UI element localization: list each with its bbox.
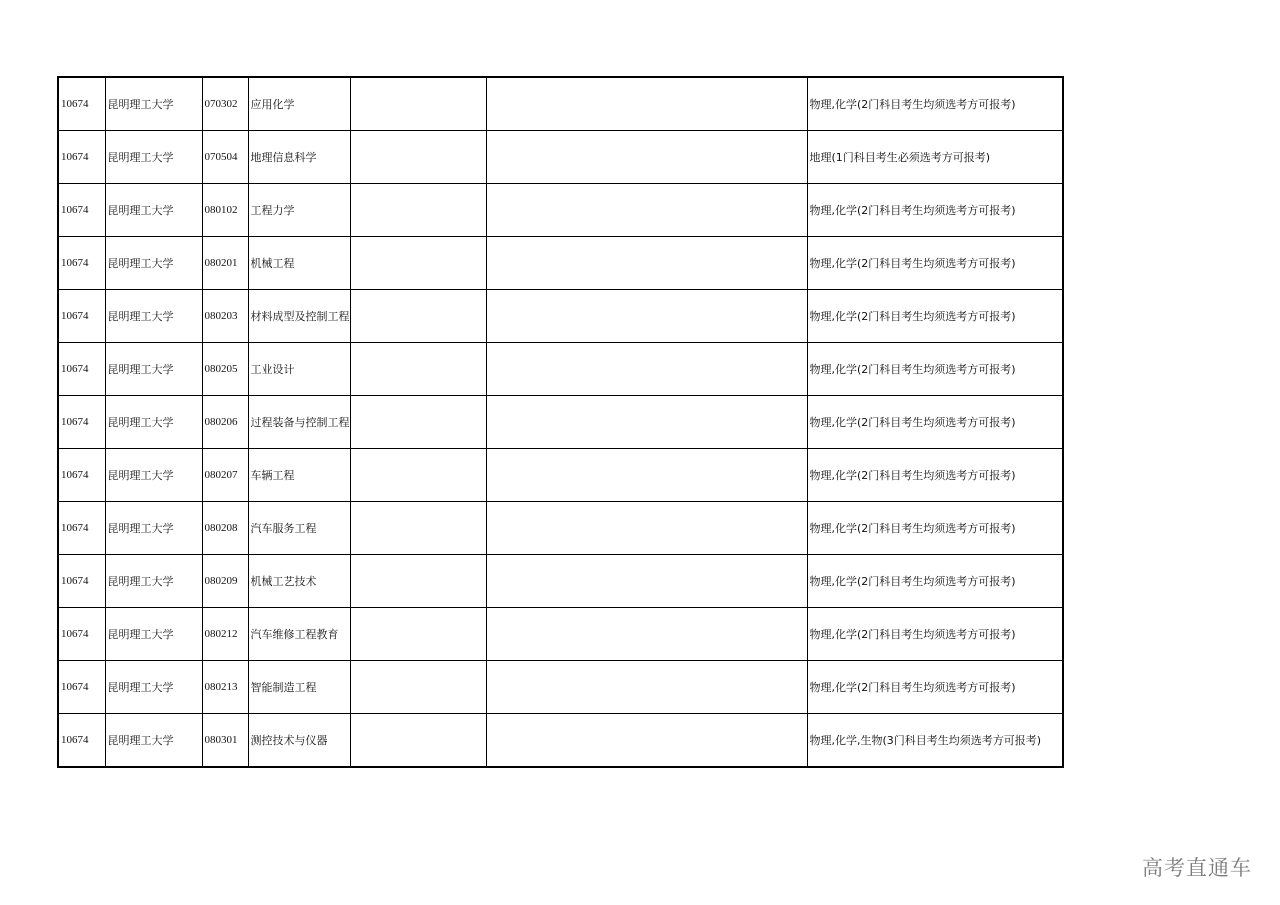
school-name-cell: 昆明理工大学 — [105, 502, 202, 555]
school-code-cell: 10674 — [58, 555, 105, 608]
blank-cell — [350, 714, 486, 768]
school-name-cell: 昆明理工大学 — [105, 608, 202, 661]
school-code-cell: 10674 — [58, 396, 105, 449]
table-row — [58, 343, 1063, 396]
school-code-cell: 10674 — [58, 661, 105, 714]
major-code-cell: 070504 — [202, 131, 248, 184]
subject-requirement-cell: 物理,化学(2门科目考生均须选考方可报考) — [807, 396, 1063, 449]
subject-requirement-cell: 物理,化学,生物(3门科目考生均须选考方可报考) — [807, 714, 1063, 768]
blank-cell — [350, 661, 486, 714]
major-name-cell: 机械工程 — [248, 237, 350, 290]
school-name-cell: 昆明理工大学 — [105, 714, 202, 768]
blank-cell — [350, 77, 486, 131]
major-requirements-table — [57, 76, 1064, 768]
blank-cell — [350, 131, 486, 184]
blank-cell — [486, 608, 807, 661]
major-code-cell: 070302 — [202, 77, 248, 131]
table-row — [58, 77, 1063, 131]
subject-requirement-cell: 物理,化学(2门科目考生均须选考方可报考) — [807, 290, 1063, 343]
subject-requirement-cell: 物理,化学(2门科目考生均须选考方可报考) — [807, 502, 1063, 555]
school-name-cell: 昆明理工大学 — [105, 555, 202, 608]
blank-cell — [486, 131, 807, 184]
subject-requirement-cell: 物理,化学(2门科目考生均须选考方可报考) — [807, 184, 1063, 237]
watermark-text: 高考直通车 — [1142, 856, 1252, 880]
blank-cell — [486, 396, 807, 449]
school-name-cell: 昆明理工大学 — [105, 343, 202, 396]
blank-cell — [486, 343, 807, 396]
table-row — [58, 714, 1063, 768]
major-name-cell: 机械工艺技术 — [248, 555, 350, 608]
subject-requirement-cell: 地理(1门科目考生必须选考方可报考) — [807, 131, 1063, 184]
major-code-cell: 080207 — [202, 449, 248, 502]
blank-cell — [350, 502, 486, 555]
blank-cell — [350, 184, 486, 237]
blank-cell — [486, 555, 807, 608]
blank-cell — [350, 608, 486, 661]
school-name-cell: 昆明理工大学 — [105, 77, 202, 131]
school-name-cell: 昆明理工大学 — [105, 184, 202, 237]
major-name-cell: 汽车维修工程教育 — [248, 608, 350, 661]
school-code-cell: 10674 — [58, 343, 105, 396]
blank-cell — [350, 396, 486, 449]
school-code-cell: 10674 — [58, 714, 105, 768]
major-name-cell: 地理信息科学 — [248, 131, 350, 184]
school-name-cell: 昆明理工大学 — [105, 661, 202, 714]
table-row — [58, 449, 1063, 502]
school-code-cell: 10674 — [58, 131, 105, 184]
table-row — [58, 502, 1063, 555]
school-name-cell: 昆明理工大学 — [105, 396, 202, 449]
major-code-cell: 080205 — [202, 343, 248, 396]
table-row — [58, 661, 1063, 714]
subject-requirement-cell: 物理,化学(2门科目考生均须选考方可报考) — [807, 555, 1063, 608]
major-name-cell: 工业设计 — [248, 343, 350, 396]
major-name-cell: 工程力学 — [248, 184, 350, 237]
major-name-cell: 应用化学 — [248, 77, 350, 131]
school-code-cell: 10674 — [58, 502, 105, 555]
major-code-cell: 080201 — [202, 237, 248, 290]
major-code-cell: 080213 — [202, 661, 248, 714]
blank-cell — [350, 555, 486, 608]
major-code-cell: 080212 — [202, 608, 248, 661]
blank-cell — [350, 343, 486, 396]
school-code-cell: 10674 — [58, 77, 105, 131]
blank-cell — [486, 714, 807, 768]
school-code-cell: 10674 — [58, 184, 105, 237]
major-name-cell: 车辆工程 — [248, 449, 350, 502]
table-row — [58, 396, 1063, 449]
blank-cell — [486, 502, 807, 555]
major-name-cell: 智能制造工程 — [248, 661, 350, 714]
school-name-cell: 昆明理工大学 — [105, 290, 202, 343]
blank-cell — [486, 290, 807, 343]
table-body — [58, 77, 1063, 767]
table-row — [58, 184, 1063, 237]
school-code-cell: 10674 — [58, 449, 105, 502]
subject-requirement-cell: 物理,化学(2门科目考生均须选考方可报考) — [807, 449, 1063, 502]
subject-requirement-cell: 物理,化学(2门科目考生均须选考方可报考) — [807, 237, 1063, 290]
major-name-cell: 汽车服务工程 — [248, 502, 350, 555]
table-row — [58, 555, 1063, 608]
subject-requirement-cell: 物理,化学(2门科目考生均须选考方可报考) — [807, 77, 1063, 131]
blank-cell — [350, 237, 486, 290]
table-row — [58, 290, 1063, 343]
blank-cell — [486, 237, 807, 290]
subject-requirement-cell: 物理,化学(2门科目考生均须选考方可报考) — [807, 608, 1063, 661]
major-code-cell: 080208 — [202, 502, 248, 555]
major-name-cell: 测控技术与仪器 — [248, 714, 350, 768]
school-name-cell: 昆明理工大学 — [105, 237, 202, 290]
school-code-cell: 10674 — [58, 237, 105, 290]
table-row — [58, 131, 1063, 184]
blank-cell — [350, 449, 486, 502]
major-name-cell: 过程装备与控制工程 — [248, 396, 350, 449]
blank-cell — [486, 661, 807, 714]
major-code-cell: 080203 — [202, 290, 248, 343]
major-name-cell: 材料成型及控制工程 — [248, 290, 350, 343]
table-row — [58, 237, 1063, 290]
blank-cell — [350, 290, 486, 343]
major-code-cell: 080209 — [202, 555, 248, 608]
subject-requirement-cell: 物理,化学(2门科目考生均须选考方可报考) — [807, 343, 1063, 396]
blank-cell — [486, 184, 807, 237]
school-code-cell: 10674 — [58, 290, 105, 343]
blank-cell — [486, 77, 807, 131]
school-name-cell: 昆明理工大学 — [105, 131, 202, 184]
school-name-cell: 昆明理工大学 — [105, 449, 202, 502]
table-row — [58, 608, 1063, 661]
major-code-cell: 080301 — [202, 714, 248, 768]
blank-cell — [486, 449, 807, 502]
major-code-cell: 080206 — [202, 396, 248, 449]
subject-requirement-cell: 物理,化学(2门科目考生均须选考方可报考) — [807, 661, 1063, 714]
school-code-cell: 10674 — [58, 608, 105, 661]
major-code-cell: 080102 — [202, 184, 248, 237]
